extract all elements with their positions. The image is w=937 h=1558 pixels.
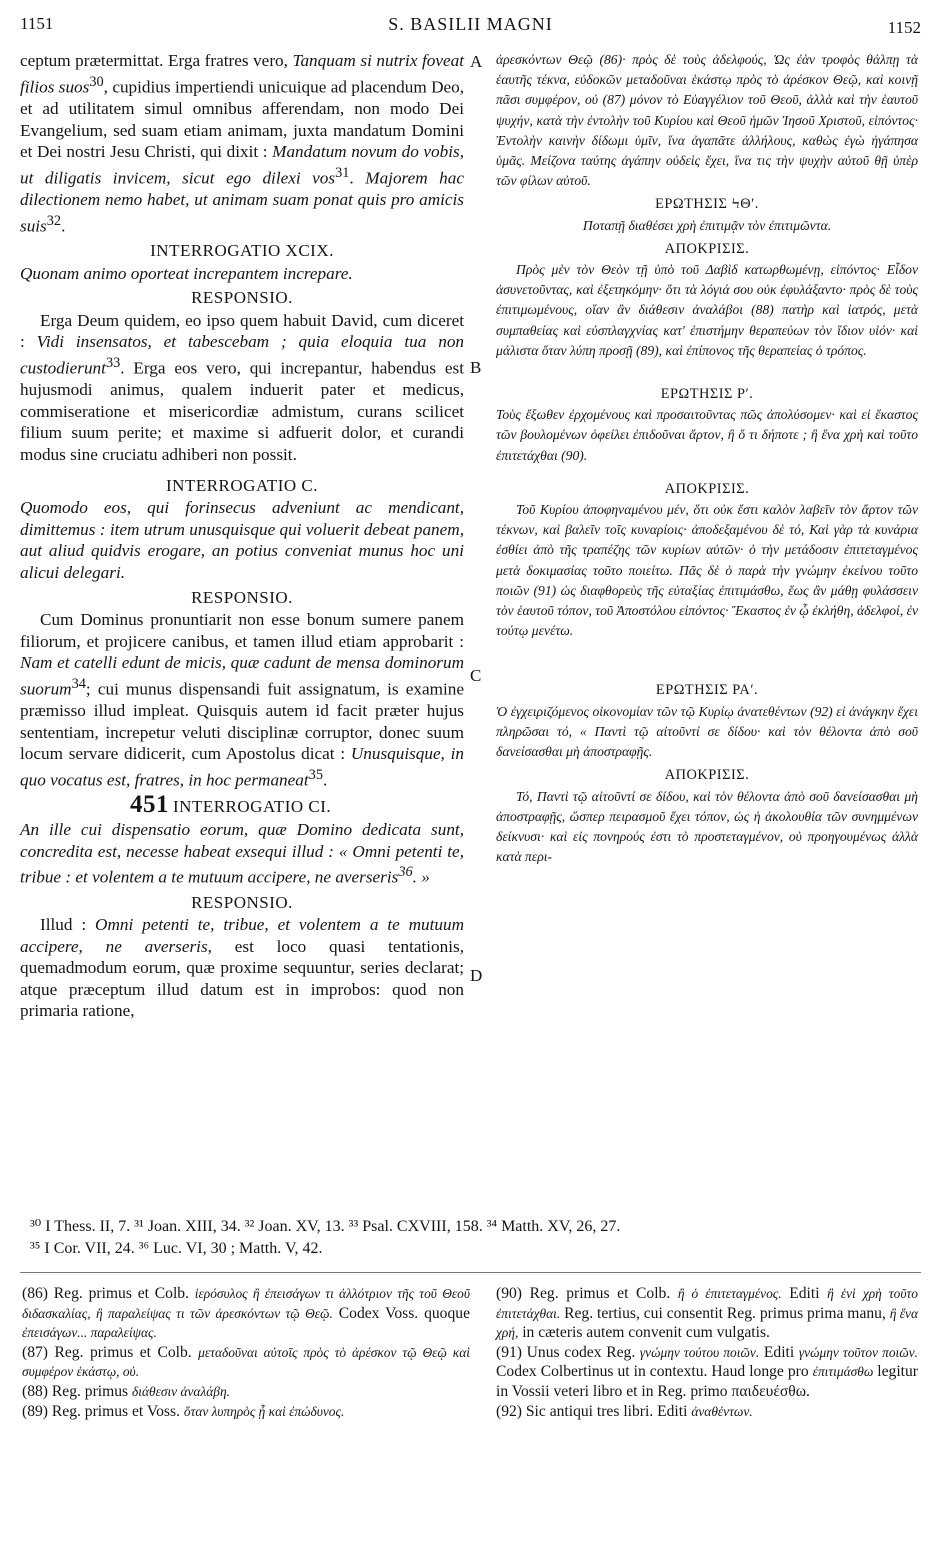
notes-divider	[20, 1272, 921, 1273]
latin-paragraph: ceptum prætermittat. Erga fratres vero, Tanquam si nutrix foveat filios suos$^{30}$, cupidius impertiendi unicuique ad placendum Deo, et ad utilitatem simul omnibus afferendam, non modo Dei Evangelium, sed suam etiam animam, juxta mandatum Domini et Dei nostri Jesu Christi, qui dixit : Mandatum novum do vobis, ut diligatis invicem, sicut ego dilexi vos$^{31}$. Majorem hac dilectionem nemo habet, ut animam suam ponat quis pro amicis suis$^{32}$.	[20, 51, 465, 236]
greek-response-101: Τό, Παντὶ τῷ αἰτοῦντί σε δίδου, καὶ τὸν θέλοντα ἀπὸ σοῦ δανείσασθαι μὴ ἀποστραφῇς, ὥσπερ πειρασμοῦ ἔχει τόπον, ὡς ἡ ἀκολουθία τῶν συνημμένων δείκνυσι· καὶ εἰς πονηρούς ἐστι τὸ προστεταγμένον, οὐ προηγουμένως ἀλλὰ κατὰ περι-	[496, 788, 918, 865]
section-letter-b: B	[470, 358, 482, 377]
greek-response-99: Πρὸς μὲν τὸν Θεὸν τῇ ὑπὸ τοῦ Δαβὶδ κατωρθωμένῃ, εἰπόντος· Εἶδον ἀσυνετοῦντας, καὶ ἐξετηκόμην· ὅτι τὰ λόγιά σου οὐκ ἐφυλάξαντο· πρὸς δὲ τοὺς ἐπιτιμωμένους, οἵαν ἂν διάθεσιν ἀναλάβοι (88) πατὴρ καὶ ἰατρός, μετὰ συμπαθείας καὶ εὐσπλαγχνίας κατ' ἐπιστήμην θεραπεύων τὸν ἴδιον υἱόν· καὶ μάλιστα ὅταν λύπη προσῇ (89), καὶ ἐπίπονος τῆς θεραπείας ὁ τρόπος.	[496, 262, 918, 358]
references-line-2: ³⁵ I Cor. VII, 24. ³⁶ Luc. VI, 30 ; Matth. V, 42.	[30, 1240, 323, 1257]
response-99: Erga Deum quidem, eo ipso quem habuit David, cum diceret : Vidi insensatos, et tabescebam ; quia eloquia tua non custodierunt$^{33}$. Erga eos vero, qui increpantur, habendus est hujusmodi animus, qualem induerit pater et medicus, commiseratione et misericordiæ admistum, curans scilicet filium suum perite; et maxime si adfuerit dolor, et curandi modus sine cruciatu adhiberi non possit.	[20, 310, 465, 465]
note-89: (89) Reg. primus et Voss. ὅταν λυπηρὸς ᾖ καὶ ἐπώδυνος.	[22, 1402, 345, 1420]
question-99: Quonam animo oporteat increpantem increpare.	[20, 263, 353, 283]
heading-interrogatio-100: INTERROGATIO C.	[166, 475, 318, 495]
heading-responsio-99: RESPONSIO.	[191, 288, 293, 308]
page-number-right: 1152	[887, 18, 921, 37]
note-88: (88) Reg. primus διάθεσιν ἀναλάβη.	[22, 1382, 230, 1400]
greek-heading-apokrisis-99: ΑΠΟΚΡΙΣΙΣ.	[664, 240, 750, 257]
scripture-references	[30, 1216, 921, 1260]
note-87: (87) Reg. primus et Colb. μεταδοῦναι αὐτοῖς πρὸς τὸ ἀρέσκον τῷ Θεῷ καὶ συμφέρον ἑκάστῳ, οὐ.	[22, 1343, 470, 1380]
greek-column	[496, 50, 918, 867]
greek-heading-apokrisis-100: ΑΠΟΚΡΙΣΙΣ.	[664, 480, 750, 497]
heading-interrogatio-101: 451 INTERROGATIO CI.	[130, 791, 332, 819]
note-86: (86) Reg. primus et Colb. ἱερόσυλος ἢ ἐπεισάγων τι ἀλλότριον τῆς τοῦ Θεοῦ διδασκαλίας, ἢ παραλείψας τι τῶν ἀρεσκόντων τῷ Θεῷ. Codex Voss. quoque ἐπεισάγων... παραλείψας.	[22, 1285, 470, 1341]
greek-question-100: Τοὺς ἔξωθεν ἐρχομένους καὶ προσαιτοῦντας πῶς ἀπολύσομεν· καὶ εἰ ἕκαστος τῶν βουλομένων ὀφείλει ἐπιδοῦναι ἄρτον, ἢ ὅ τι δήποτε ; ἢ ἕνα χρὴ καὶ τοῦτο ἐπιτετάχθαι (90).	[496, 407, 918, 463]
section-letter-c: C	[470, 666, 482, 685]
running-title: S. BASILII MAGNI	[388, 14, 553, 34]
page-number-left: 1151	[20, 14, 54, 33]
greek-question-101: Ὁ ἐγχειριζόμενος οἰκονομίαν τῶν τῷ Κυρίῳ ἀνατεθέντων (92) εἰ ἀνάγκην ἔχει πληρῶσαι τό, « Παντὶ τῷ αἰτοῦντί σε δίδου· καὶ τὸν θέλοντα ἀπὸ σοῦ δανείσασθαι μὴ ἀποστραφῇς.	[496, 703, 918, 760]
notes-left-column	[22, 1284, 470, 1421]
greek-heading-99: ΕΡΩΤΗΣΙΣ ϞΘʹ.	[655, 196, 759, 213]
greek-paragraph: ἀρεσκόντων Θεῷ (86)· πρὸς δὲ τοὺς ἀδελφούς, Ὡς ἐὰν τροφὸς θάλπῃ τὰ ἑαυτῆς τέκνα, εὐδοκῶν μεταδοῦναι ἑκάστῳ πρὸς τὸ ἀρέσκον Θεῷ, καὶ κοινῇ πᾶσι συμφέρον, οὐ (87) μόνον τὸ Εὐαγγέλιον τοῦ Θεοῦ, ἀλλὰ καὶ τὴν ἑαυτοῦ ψυχήν, κατὰ τὴν ἐντολὴν τοῦ Κυρίου καὶ Θεοῦ ἡμῶν Ἰησοῦ Χριστοῦ, εἰπόντος· Ἐντολὴν καινὴν δίδωμι ὑμῖν, ἵνα ἀγαπᾶτε ἀλλήλους, καθὼς ἐγὼ ἠγάπησα ὑμᾶς. Μείζονα ταύτης ἀγάπην οὐδεὶς ἔχει, ἵνα τις τὴν ψυχὴν αὐτοῦ θῇ ὑπὲρ τῶν φίλων αὐτοῦ.	[496, 52, 918, 189]
response-101: Illud : Omni petenti te, tribue, et volentem a te mutuum accipere, ne averseris, est loco quasi tentationis, quemadmodum eorum, quæ proxime sequuntur, series declarat; atque præceptum illud datum est in improbos: quod non primaria ratione,	[20, 915, 464, 1021]
greek-response-100: Τοῦ Κυρίου ἀποφηναμένου μέν, ὅτι οὐκ ἔστι καλὸν λαβεῖν τὸν ἄρτον τῶν τέκνων, καὶ βαλεῖν τοῖς κυναρίοις· ἀποδεξαμένου δὲ τό, Καὶ γὰρ τὰ κυνάρια ἐσθίει ἀπὸ τῆς τραπέζης τῶν κυρίων αὐτῶν· ὁ τὴν μετάδοσιν ἐπιτεταγμένος μετὰ δοκιμασίας τοῦτο ποιείτω. Πᾶς δὲ ὁ παρὰ τὴν γνώμην ἐκείνου τοῦτο ποιῶν (91) ὡς διαφθορεὺς τῆς εὐταξίας ἐπιτιμάσθω, ἕως ἂν μάθῃ φυλάσσειν τὸν ἑαυτοῦ τόπον, τοῦ Ἀποστόλου εἰπόντος· Ἕκαστος ἐν ᾧ ἐκλήθη, ἀδελφοί, ἐν τούτῳ μενέτω.	[496, 502, 918, 639]
column-number-451: 451	[130, 791, 169, 819]
running-header	[20, 14, 921, 40]
heading-responsio-101: RESPONSIO.	[191, 892, 293, 912]
greek-heading-101: ΕΡΩΤΗΣΙΣ ΡΑʹ.	[655, 682, 759, 699]
response-100: Cum Dominus pronuntiarit non esse bonum sumere panem filiorum, et projicere canibus, et tamen illud etiam approbarit : Nam et catelli edunt de micis, quæ cadunt de mensa dominorum suorum$^{34}$; cui munus dispensandi fuit assignatum, is examine præmisso illud impleat. Quisquis autem id facit præter hujus sententiam, increpetur veluti disciplinæ corruptor, donec suum locum servare didicerit, cum Apostolus dicat : Unusquisque, in quo vocatus est, fratres, in hoc permaneat$^{35}$.	[20, 610, 465, 790]
greek-heading-100: ΕΡΩΤΗΣΙΣ Ρʹ.	[660, 386, 754, 403]
note-92: (92) Sic antiqui tres libri. Editi ἀναθέντων.	[496, 1402, 753, 1420]
note-91: (91) Unus codex Reg. γνώμην τούτου ποιῶν. Editi γνώμην τοῦτον ποιῶν. Codex Colbertinus ut in contextu. Haud longe pro ἐπιτιμάσθω legitur in Vossii veteri libro et in Reg. primo παιδευέσθω.	[496, 1343, 919, 1400]
notes-right-column	[496, 1284, 918, 1421]
greek-question-99: Ποταπῇ διαθέσει χρὴ ἐπιτιμᾷν τὸν ἐπιτιμῶντα.	[582, 217, 832, 233]
section-letter-a: A	[470, 52, 483, 71]
greek-heading-apokrisis-101: ΑΠΟΚΡΙΣΙΣ.	[664, 767, 750, 784]
question-101: An ille cui dispensatio eorum, quæ Domino dedicata sunt, concredita est, necesse habeat exsequi illud : « Omni petenti te, tribue : et volentem a te mutuum accipere, ne averseris$^{36}$. »	[20, 820, 464, 887]
note-90: (90) Reg. primus et Colb. ἢ ὁ ἐπιτεταγμένος. Editi ἢ ἑνὶ χρὴ τοῦτο ἐπιτετάχθαι. Reg. tertius, cui consentit Reg. primus prima manu, ἢ ἕνα χρή, in cæteris autem convenit cum vulgatis.	[496, 1285, 918, 1342]
latin-column	[20, 50, 464, 1022]
references-line-1: ³⁰ I Thess. II, 7. ³¹ Joan. XIII, 34. ³² Joan. XV, 13. ³³ Psal. CXVIII, 158. ³⁴ Matth. XV, 26, 27.	[30, 1218, 621, 1235]
question-100: Quomodo eos, qui forinsecus adveniunt ac mendicant, dimittemus : item utrum unusquisque qui voluerit debeat panem, aut aliud quidvis erogare, an potius conveniat munus hoc uni alicui delegari.	[20, 498, 464, 582]
section-letter-d: D	[470, 966, 483, 985]
heading-interrogatio-99: INTERROGATIO XCIX.	[150, 240, 334, 260]
heading-responsio-100: RESPONSIO.	[191, 587, 293, 607]
